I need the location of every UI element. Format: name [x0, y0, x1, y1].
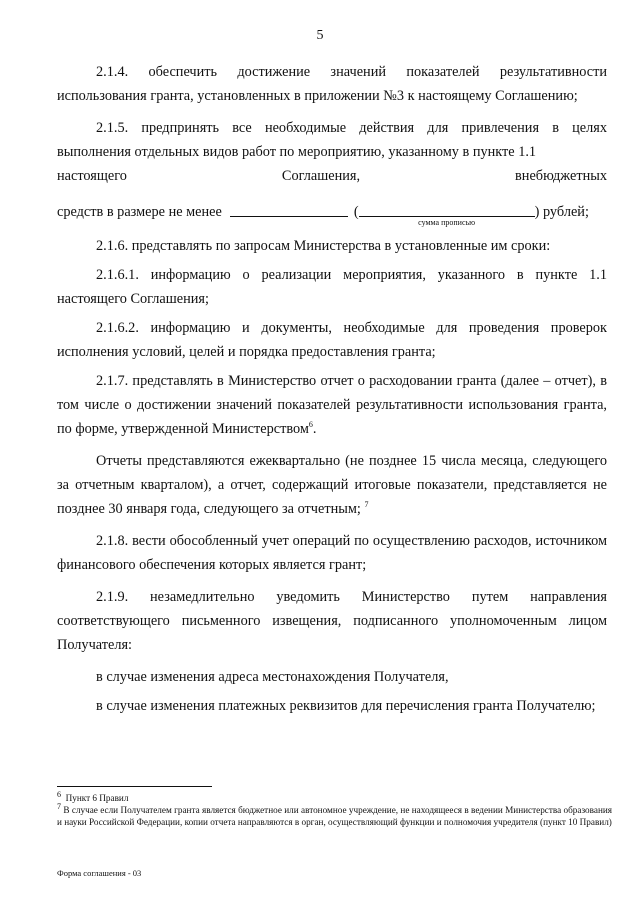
footnote-6: [57, 789, 612, 804]
footnote-ref-6: 6: [308, 420, 313, 430]
footnote-7: [57, 801, 613, 828]
clause-2-1-7-end: .: [312, 421, 317, 437]
clause-2-1-6-1: 2.1.6.1. информацию о реализации мероприятия, указанного в пункте 1.1 настоящего Соглашения;: [57, 267, 607, 307]
form-footer: Форма соглашения - 03: [57, 868, 142, 878]
page-number: 5: [316, 28, 324, 43]
clause-2-1-6: 2.1.6. представлять по запросам Министерства в установленные им сроки:: [96, 238, 551, 254]
amount-words-field: [359, 200, 535, 217]
footnote-7-num: 7: [57, 801, 61, 811]
amount-line: [57, 200, 607, 228]
clause-2-1-7-text: 2.1.7. представлять в Министерство отчет о расходовании гранта (далее – отчет), в том числе о достижении значений показателей результативности использования гранта, по форме, утвержденной Министерством: [57, 373, 607, 437]
footnote-7-text: В случае если Получателем гранта является бюджетное или автономное учреждение, не находящееся в ведении Министерства образования и науки Российской Федерации, копии отчета направляются в орган, осуществляющий функции и полномочия учредителя (пункт 10 Правил): [57, 805, 613, 827]
footnotes: [57, 789, 613, 828]
document-body: [57, 60, 607, 723]
clause-2-1-9-case-requisites: в случае изменения платежных реквизитов для перечисления гранта Получателю;: [96, 698, 596, 714]
clause-2-1-9: 2.1.9. незамедлительно уведомить Министерство путем направления соответствующего письменного извещения, подписанного уполномоченным лицом Получателя:: [57, 589, 607, 653]
clause-2-1-8: 2.1.8. вести обособленный учет операций по осуществлению расходов, источником финансового обеспечения которых является грант;: [57, 533, 607, 573]
clause-2-1-7: [57, 369, 607, 441]
reports-paragraph: [57, 449, 607, 521]
footnote-6-text: Пункт 6 Правил: [65, 793, 129, 803]
footnote-separator: [57, 786, 212, 787]
reports-text: Отчеты представляются ежеквартально (не позднее 15 числа месяца, следующего за отчетным кварталом), а отчет, содержащий итоговые показатели, представляется не позднее 30 января года, следующего за отчетным;: [57, 453, 607, 517]
amount-prefix: средств в размере не менее: [57, 204, 222, 220]
clause-2-1-9-case-address: в случае изменения адреса местонахождения Получателя,: [96, 669, 449, 685]
clause-2-1-5-cont: настоящего Соглашения, внебюджетных: [57, 168, 607, 184]
footnote-ref-7: 7: [364, 500, 369, 510]
clause-2-1-6-2: 2.1.6.2. информацию и документы, необходимые для проведения проверок исполнения условий, целей и порядка предоставления гранта;: [57, 320, 607, 360]
footnote-6-num: 6: [57, 789, 61, 799]
clause-2-1-5: 2.1.5. предпринять все необходимые действия для привлечения в целях выполнения отдельных видов работ по мероприятию, указанному в пункте 1.1: [57, 120, 607, 160]
clause-2-1-4: 2.1.4. обеспечить достижение значений показателей результативности использования гранта, установленных в приложении №3 к настоящему Соглашению;: [57, 64, 607, 104]
amount-words-caption: сумма прописью: [418, 218, 476, 227]
amount-open-paren: (: [353, 204, 359, 220]
amount-field: [230, 200, 348, 217]
amount-suffix: ) рублей;: [534, 204, 589, 220]
